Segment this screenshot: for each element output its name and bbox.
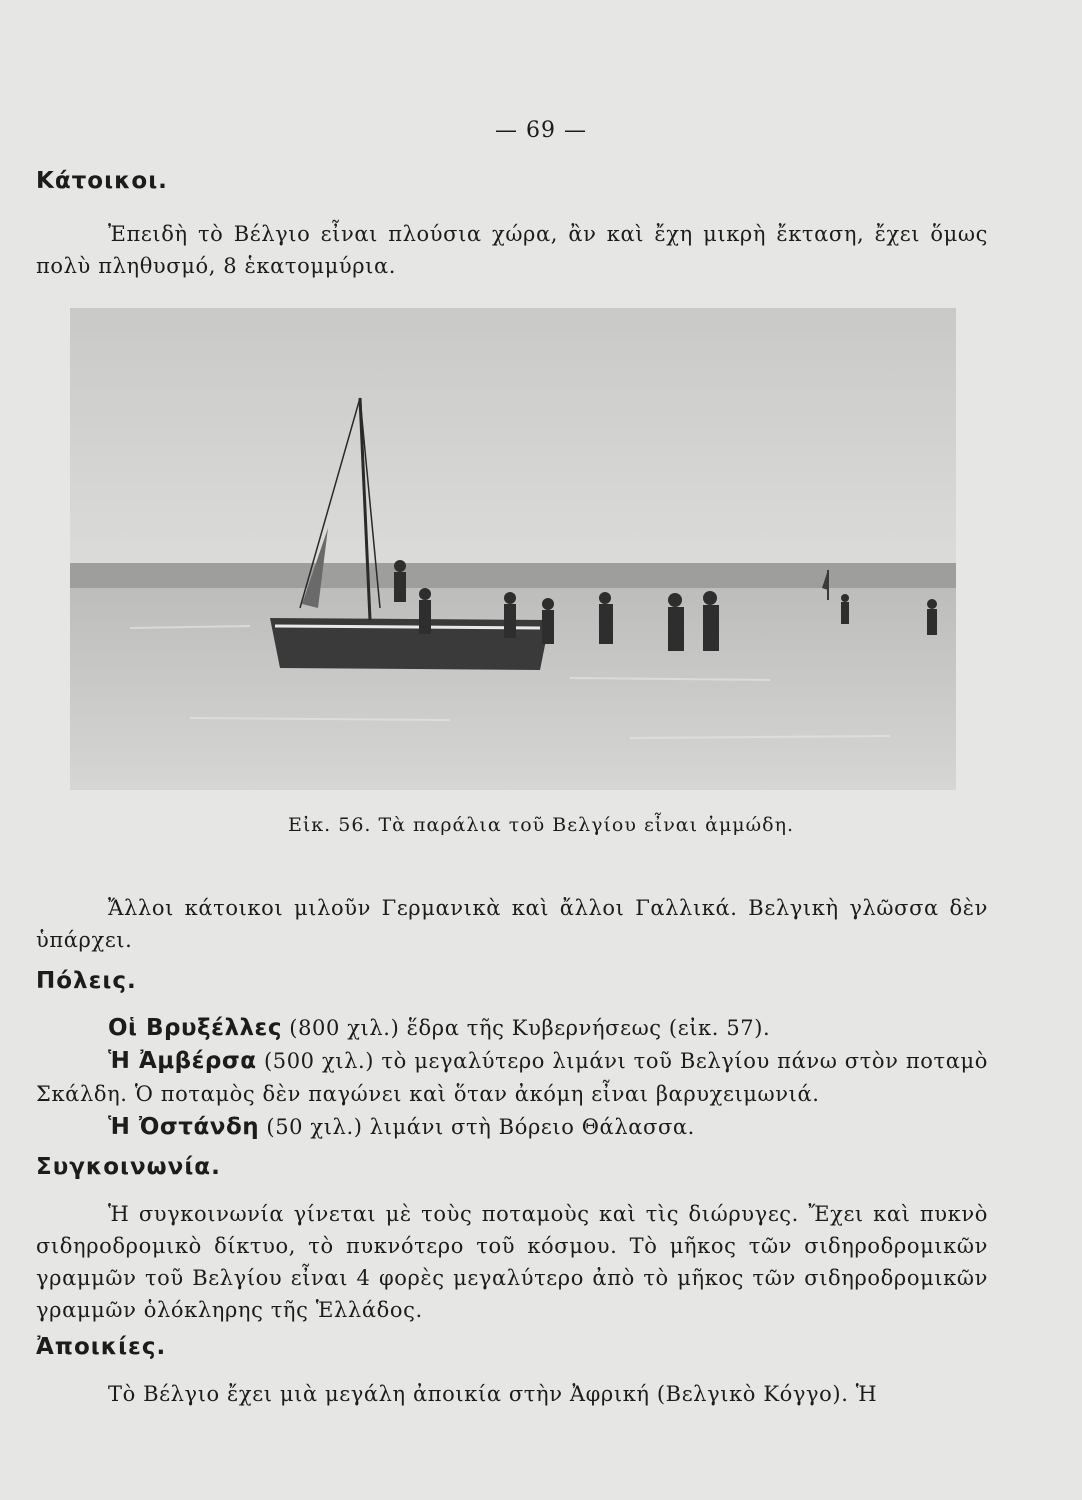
city-ostend [36, 1111, 988, 1144]
city-text-ostend: (50 χιλ.) λιμάνι στὴ Βόρειο Θάλασσα. [266, 1115, 695, 1139]
city-text-antwerp: (500 χιλ.) τὸ μεγαλύτερο λιμάνι τοῦ Βελγίου πάνω στὸν ποταμὸ Σκάλδη. Ὁ ποταμὸς δὲν παγώνει καὶ ὅταν ἀκόμη εἶναι βαρυχειμωνιά. [36, 1049, 988, 1106]
beach-photo [70, 308, 956, 790]
city-brussels [36, 1012, 988, 1045]
heading-colonies: Ἀποικίες. [36, 1334, 167, 1360]
city-name-brussels: Οἱ Βρυξέλλες [108, 1015, 282, 1041]
city-antwerp [36, 1045, 988, 1111]
page-number: — 69 — [495, 118, 587, 143]
paragraph-languages: Ἄλλοι κάτοικοι μιλοῦν Γερμανικὰ καὶ ἄλλοι Γαλλικά. Βελγικὴ γλῶσσα δὲν ὑπάρχει. [36, 896, 988, 952]
city-name-antwerp: Ἡ Ἀμβέρσα [108, 1048, 257, 1074]
paragraph-inhabitants: Ἐπειδὴ τὸ Βέλγιο εἶναι πλούσια χώρα, ἂν καὶ ἔχη μικρὴ ἔκταση, ἔχει ὅμως πολὺ πληθυσμό, 8 ἑκατομμύρια. [36, 222, 988, 278]
figure-caption: Εἰκ. 56. Τὰ παράλια τοῦ Βελγίου εἶναι ἀμμώδη. [287, 814, 795, 836]
heading-inhabitants: Κάτοικοι. [36, 168, 168, 194]
city-text-brussels: (800 χιλ.) ἕδρα τῆς Κυβερνήσεως (εἰκ. 57). [289, 1016, 771, 1040]
beach-photo-illustration [70, 308, 956, 790]
paragraph-colonies: Τὸ Βέλγιο ἔχει μιὰ μεγάλη ἀποικία στὴν Ἀφρική (Βελγικὸ Κόγγο). Ἡ [108, 1382, 878, 1406]
paragraph-communication: Ἡ συγκοινωνία γίνεται μὲ τοὺς ποταμοὺς καὶ τὶς διώρυγες. Ἔχει καὶ πυκνὸ σιδηροδρομικὸ δίκτυο, τὸ πυκνότερο τοῦ κόσμου. Τὸ μῆκος τῶν σιδηροδρομικῶν γραμμῶν τοῦ Βελγίου εἶναι 4 φορὲς μεγαλύτερο ἀπὸ τὸ μῆκος τῶν σιδηροδρομικῶν γραμμῶν ὁλόκληρης τῆς Ἑλλάδος. [36, 1202, 988, 1322]
heading-cities: Πόλεις. [36, 968, 137, 994]
cities-list [36, 1012, 988, 1144]
city-name-ostend: Ἡ Ὀστάνδη [108, 1114, 260, 1140]
heading-communication: Συγκοινωνία. [36, 1154, 221, 1180]
